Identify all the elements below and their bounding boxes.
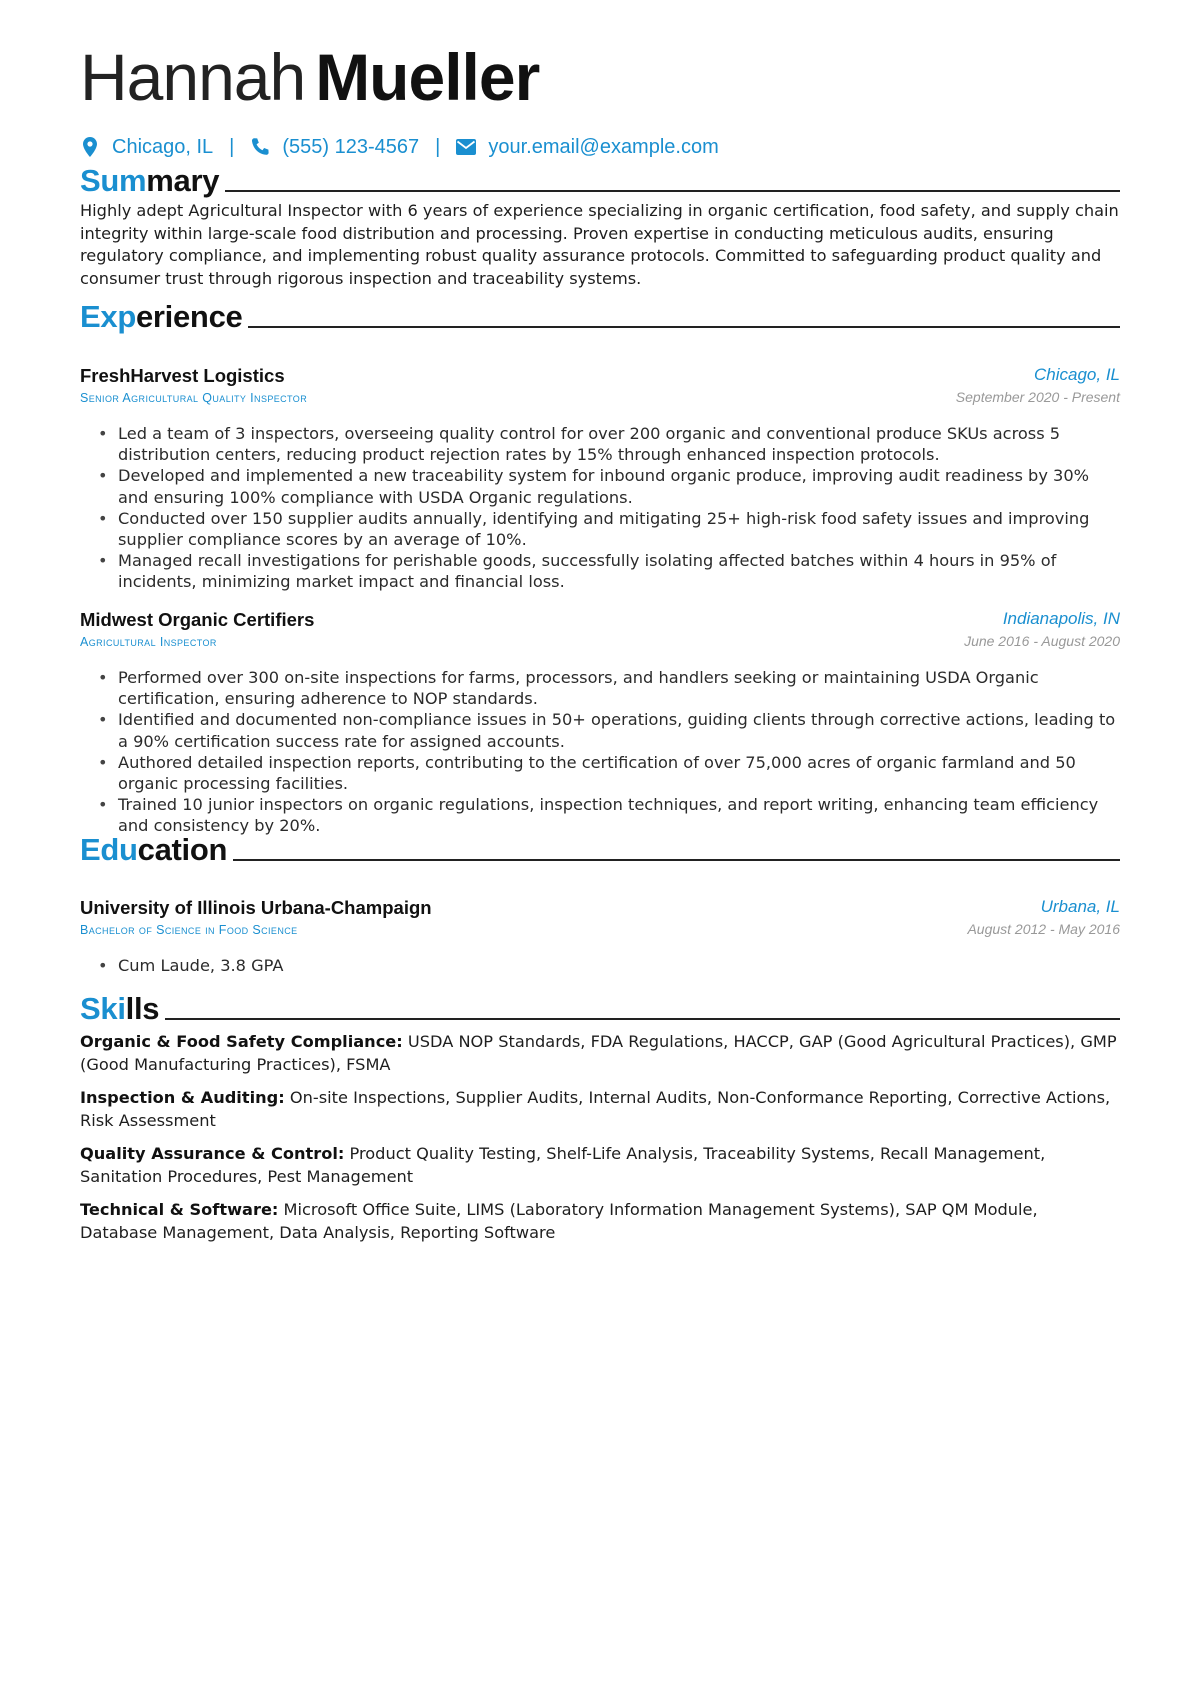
- contact-phone[interactable]: (555) 123-4567: [282, 135, 420, 158]
- skill-category: Organic & Food Safety Compliance:: [80, 1032, 403, 1051]
- contact-separator: |: [435, 135, 441, 158]
- skill-list: Microsoft Office Suite, LIMS (Laboratory Information Management Systems), SAP QM Module, Database Management, Data Analysis, Reporting Software: [80, 1200, 1038, 1242]
- list-item: • Authored detailed inspection reports, contributing to the certification of over 75,000 acres of organic farmland and 50 organic processing facilities.: [98, 752, 1120, 794]
- skill-list: Product Quality Testing, Shelf-Life Analysis, Traceability Systems, Recall Management, Sanitation Procedures, Pest Management: [80, 1144, 1046, 1186]
- section-divider: [165, 1018, 1120, 1020]
- summary-text: Highly adept Agricultural Inspector with 6 years of experience specializing in organic certification, food safety, and supply chain integrity within large-scale food distribution and processing. Proven expertise in conducting meticulous audits, ensuring regulatory compliance, and implementing robust quality assurance protocols. Committed to safeguarding product quality and consumer trust through rigorous inspection and traceability systems.: [80, 201, 1119, 288]
- job-title: Agricultural Inspector: [80, 635, 217, 649]
- section-divider: [225, 190, 1120, 192]
- summary-heading: Summary: [80, 156, 1120, 196]
- skill-list: USDA NOP Standards, FDA Regulations, HACCP, GAP (Good Agricultural Practices), GMP (Good Manufacturing Practices), FSMA: [80, 1032, 1117, 1074]
- map-pin-icon: [80, 136, 100, 158]
- education-bullets: [98, 955, 1120, 976]
- skill-category: Inspection & Auditing:: [80, 1088, 285, 1107]
- list-item: • Managed recall investigations for perishable goods, successfully isolating affected batches within 4 hours in 95% of incidents, minimizing market impact and financial loss.: [98, 550, 1120, 592]
- list-item: • Developed and implemented a new traceability system for inbound organic produce, improving audit readiness by 30% and ensuring 100% compliance with USDA Organic regulations.: [98, 465, 1120, 507]
- candidate-name: [80, 40, 540, 114]
- degree-title: Bachelor of Science in Food Science: [80, 923, 298, 937]
- envelope-icon: [456, 136, 476, 158]
- skill-group: [80, 1087, 1120, 1132]
- section-divider: [233, 859, 1120, 861]
- employment-dates: September 2020 - Present: [955, 389, 1120, 405]
- skill-group: [80, 1143, 1120, 1188]
- first-name: Hannah: [80, 40, 306, 114]
- phone-icon: [250, 136, 270, 158]
- contact-location: Chicago, IL: [112, 135, 214, 158]
- experience-heading: Experience: [80, 292, 1120, 332]
- institution-location: Urbana, IL: [1040, 897, 1120, 916]
- list-item: • Identified and documented non-compliance issues in 50+ operations, guiding clients through corrective actions, leading to a 90% certification success rate for assigned accounts.: [98, 709, 1120, 751]
- contact-separator: |: [229, 135, 235, 158]
- employer-name: FreshHarvest Logistics: [80, 365, 285, 386]
- section-divider: [248, 326, 1120, 328]
- skill-category: Technical & Software:: [80, 1200, 279, 1219]
- employer-location: Chicago, IL: [1034, 365, 1120, 384]
- education-heading: Education: [80, 825, 1120, 865]
- last-name: Mueller: [315, 40, 540, 114]
- employment-dates: June 2016 - August 2020: [964, 633, 1120, 649]
- employer-location: Indianapolis, IN: [1002, 609, 1120, 628]
- skills-heading: Skills: [80, 984, 1120, 1024]
- skill-category: Quality Assurance & Control:: [80, 1144, 345, 1163]
- job-title: Senior Agricultural Quality Inspector: [80, 391, 308, 405]
- skill-list: On-site Inspections, Supplier Audits, Internal Audits, Non-Conformance Reporting, Corrective Actions, Risk Assessment: [80, 1088, 1111, 1130]
- list-item: • Performed over 300 on-site inspections for farms, processors, and handlers seeking or maintaining USDA Organic certification, ensuring adherence to NOP standards.: [98, 667, 1120, 709]
- skill-group: [80, 1031, 1120, 1076]
- experience-bullets: [98, 423, 1120, 593]
- experience-bullets: [98, 667, 1120, 837]
- list-item: • Led a team of 3 inspectors, overseeing quality control for over 200 organic and conventional produce SKUs across 5 distribution centers, reducing product rejection rates by 15% through enhanced inspection protocols.: [98, 423, 1120, 465]
- list-item: • Trained 10 junior inspectors on organic regulations, inspection techniques, and report writing, enhancing team efficiency and consistency by 20%.: [98, 794, 1120, 836]
- education-dates: August 2012 - May 2016: [967, 921, 1120, 937]
- contact-email[interactable]: your.email@example.com: [488, 135, 719, 158]
- institution-name: University of Illinois Urbana-Champaign: [80, 897, 432, 918]
- list-item: • Cum Laude, 3.8 GPA: [98, 955, 1120, 976]
- list-item: • Conducted over 150 supplier audits annually, identifying and mitigating 25+ high-risk food safety issues and improving supplier compliance scores by an average of 10%.: [98, 508, 1120, 550]
- skill-group: [80, 1199, 1120, 1244]
- employer-name: Midwest Organic Certifiers: [80, 609, 315, 630]
